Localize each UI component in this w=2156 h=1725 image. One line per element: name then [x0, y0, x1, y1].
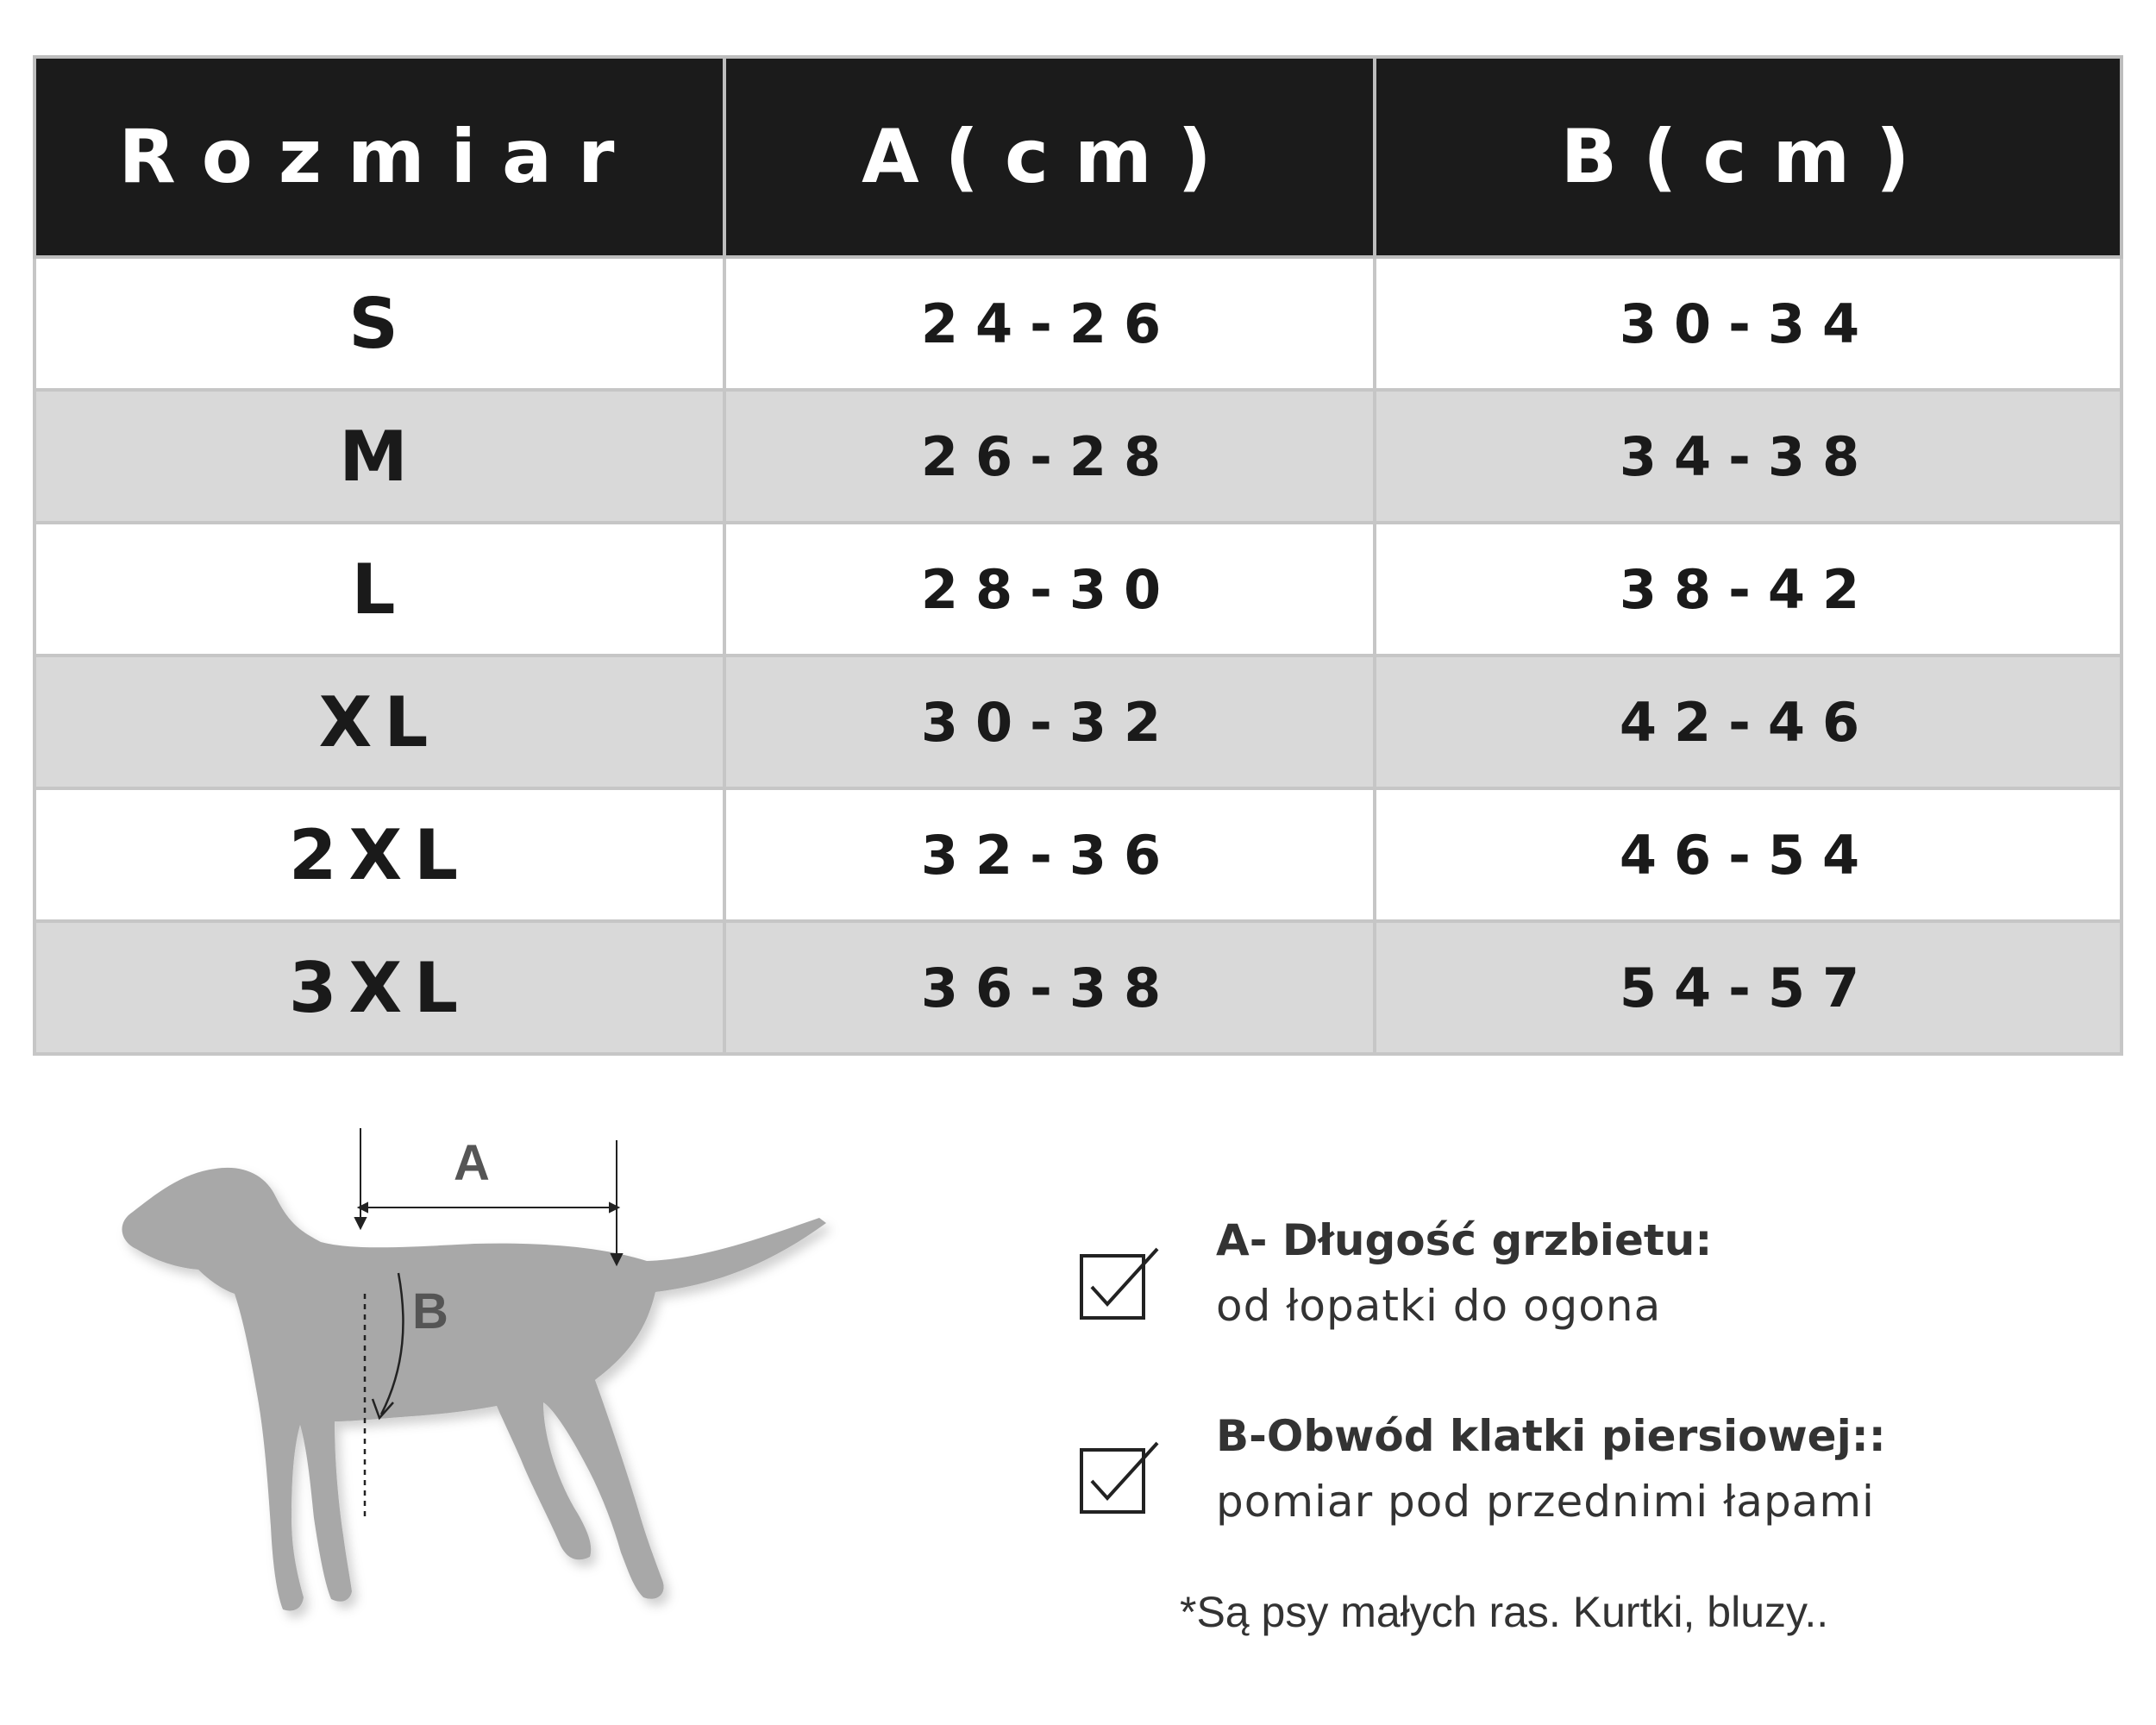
- checkbox-icon: [1078, 1438, 1161, 1521]
- label-a: A: [454, 1135, 490, 1191]
- table-row: [34, 656, 2122, 788]
- a-cell: 32-36: [724, 788, 1375, 921]
- a-cell: 26-28: [724, 390, 1375, 523]
- label-b: B: [412, 1283, 448, 1339]
- b-cell: 54-57: [1375, 921, 2122, 1054]
- table-row: [34, 390, 2122, 523]
- a-cell: 24-26: [724, 257, 1375, 390]
- size-cell: 3XL: [34, 921, 724, 1054]
- dog-silhouette-icon: [122, 1168, 826, 1611]
- table-row: [34, 523, 2122, 656]
- header-b: B(cm): [1375, 57, 2122, 257]
- legend-desc-a: od łopatki do ogona: [1216, 1281, 1662, 1331]
- size-cell: M: [34, 390, 724, 523]
- legend-title-a: A- Długość grzbietu:: [1216, 1215, 1713, 1265]
- checkbox-icon: [1078, 1244, 1161, 1327]
- size-cell: 2XL: [34, 788, 724, 921]
- table-row: [34, 788, 2122, 921]
- legend-text-a: [1216, 1208, 1712, 1339]
- table-header-row: [34, 57, 2122, 257]
- footnote: *Są psy małych ras. Kurtki, bluzy..: [1180, 1588, 1829, 1636]
- b-cell: 42-46: [1375, 656, 2122, 788]
- a-cell: 28-30: [724, 523, 1375, 656]
- table-row: [34, 921, 2122, 1054]
- header-a: A(cm): [724, 57, 1375, 257]
- table-row: [34, 257, 2122, 390]
- legend-title-b: B-Obwód klatki piersiowej::: [1216, 1411, 1886, 1461]
- a-cell: 30-32: [724, 656, 1375, 788]
- b-cell: 46-54: [1375, 788, 2122, 921]
- legend-desc-b: pomiar pod przednimi łapami: [1216, 1477, 1875, 1527]
- size-cell: L: [34, 523, 724, 656]
- legend-text-b: [1216, 1403, 1886, 1534]
- b-cell: 30-34: [1375, 257, 2122, 390]
- size-cell: S: [34, 257, 724, 390]
- header-size: Rozmiar: [34, 57, 724, 257]
- dog-measurement-diagram: [95, 1121, 854, 1639]
- b-cell: 38-42: [1375, 523, 2122, 656]
- b-cell: 34-38: [1375, 390, 2122, 523]
- size-cell: XL: [34, 656, 724, 788]
- a-cell: 36-38: [724, 921, 1375, 1054]
- size-table: [33, 55, 2123, 1056]
